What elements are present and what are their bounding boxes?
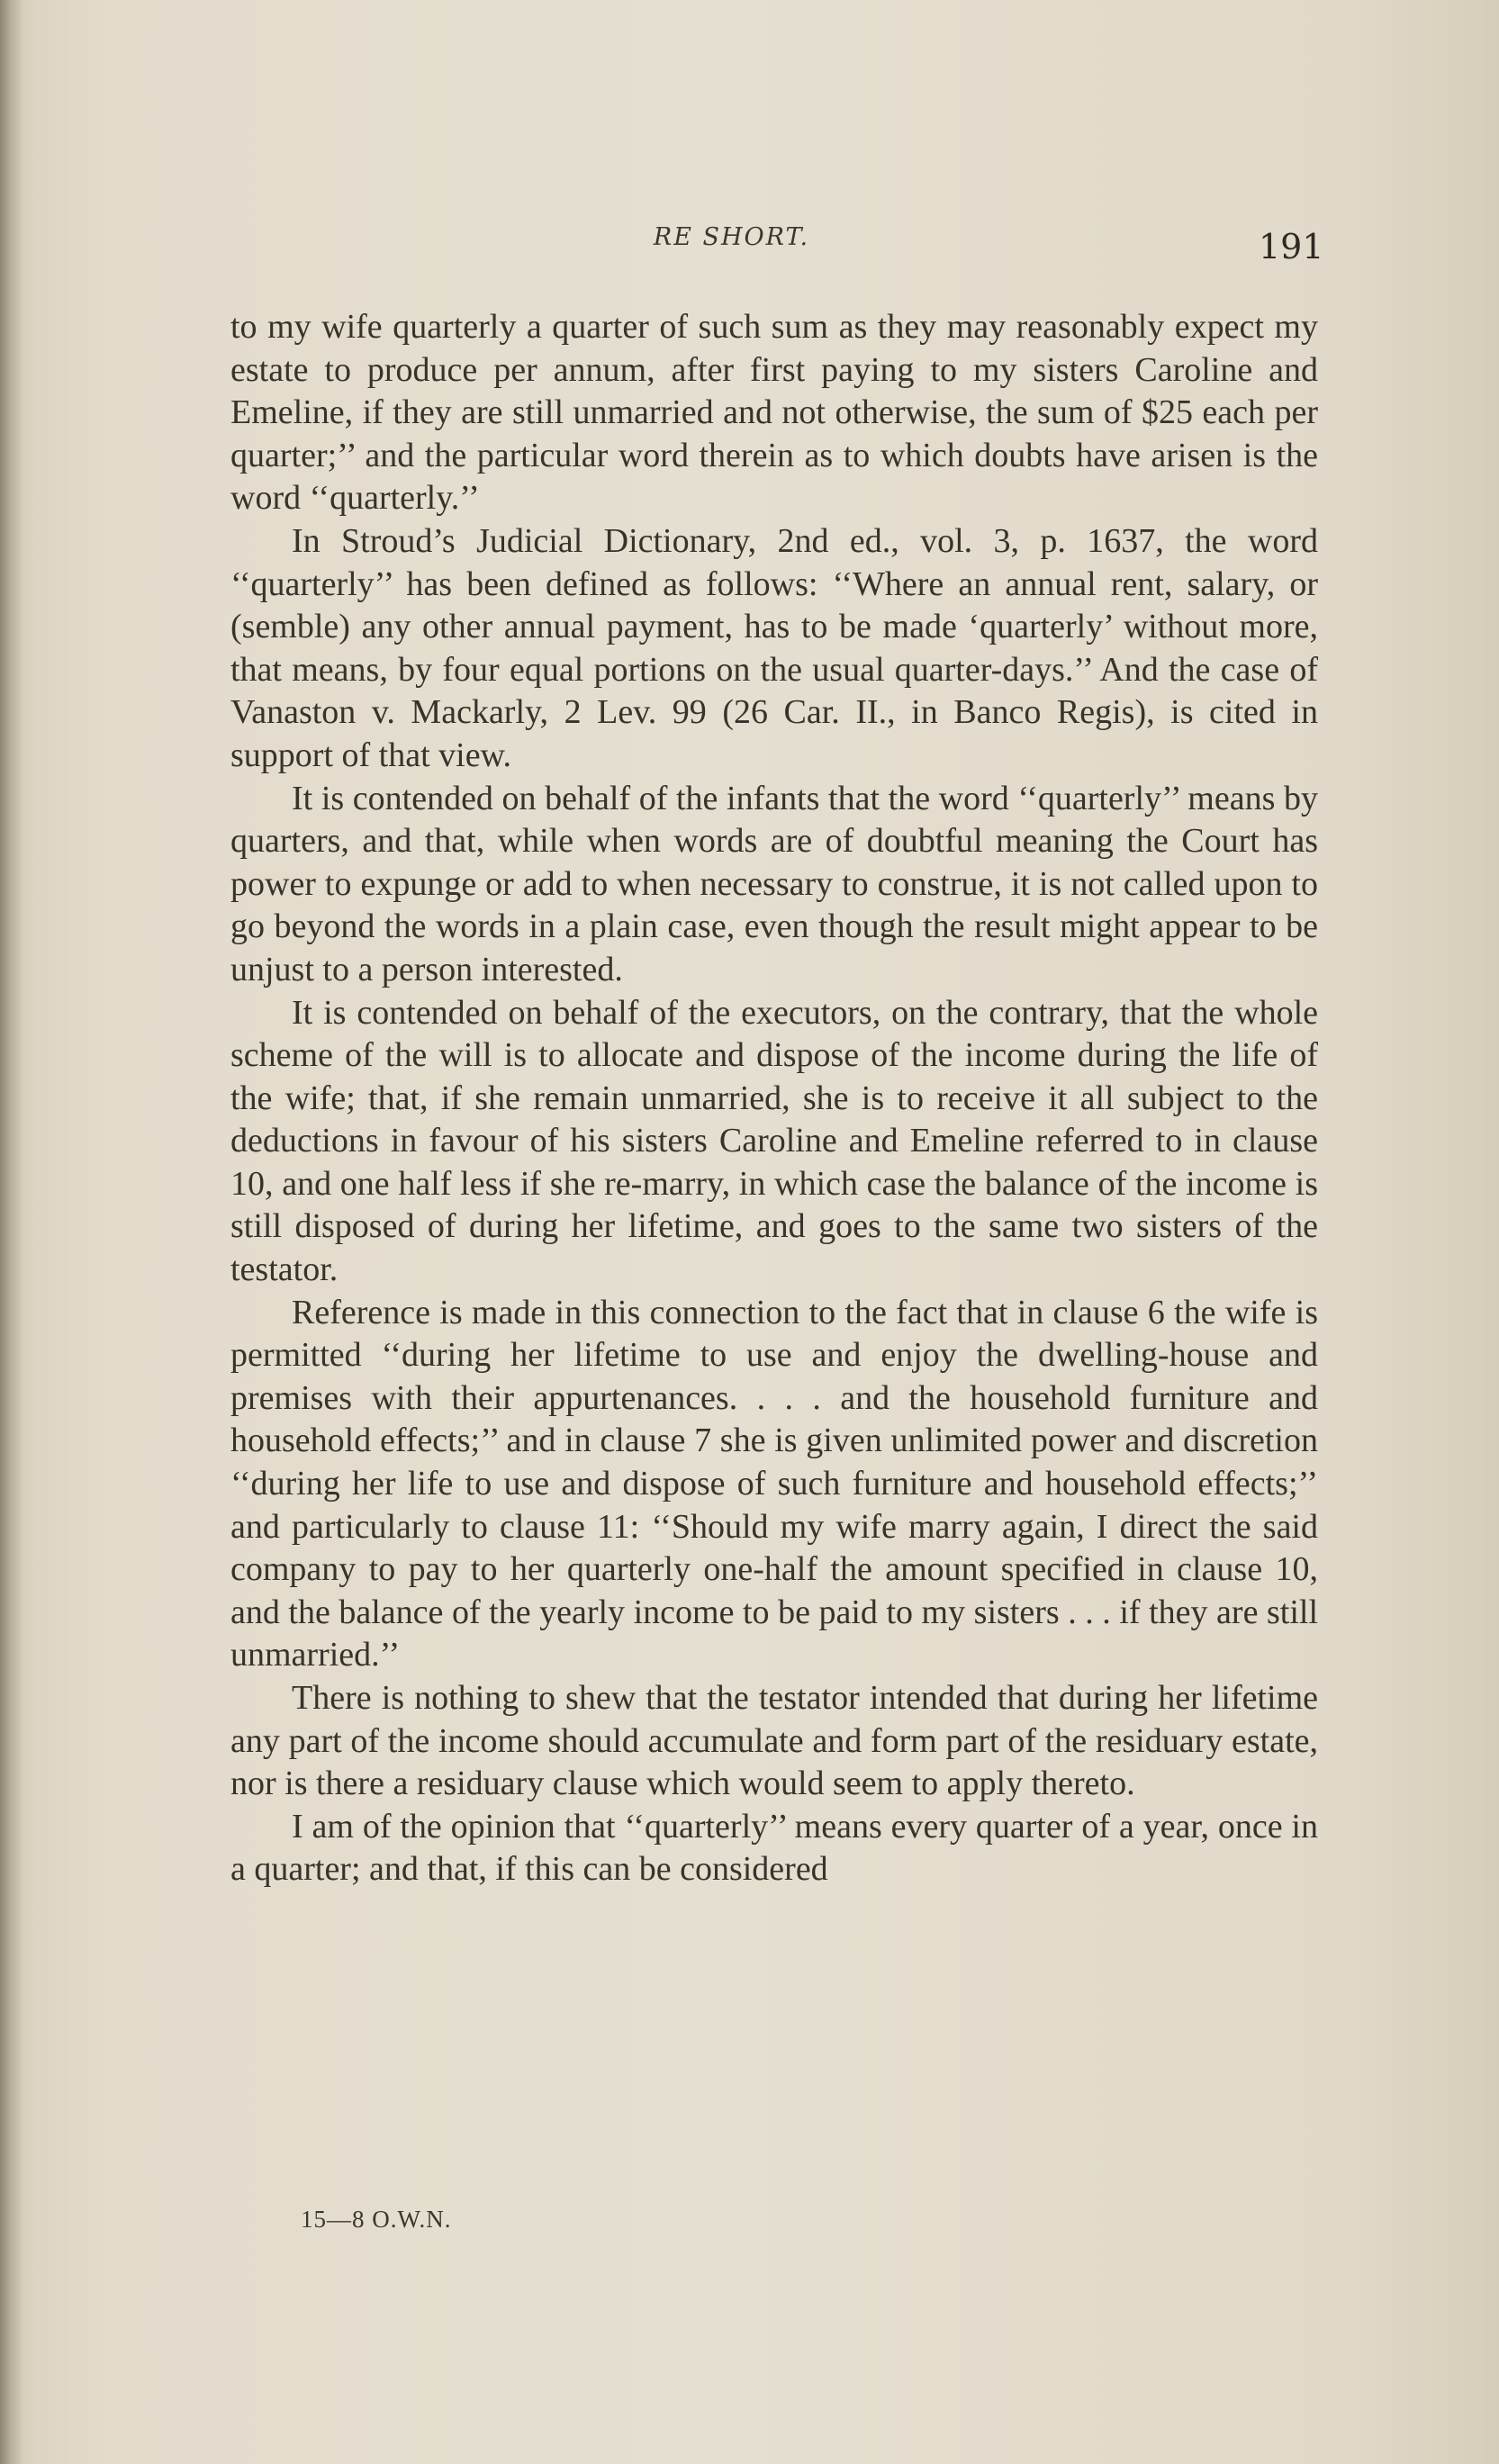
paragraph-clause-reference: Reference is made in this connection to the fact that in clause 6 the wife is permitted ‘‘during her lifetime to use and enjoy the dwelling-house and premises with their appurtenances. . . . and the household furniture and household effects;’’ and in clause 7 she is given unlimited power and discretion ‘‘during her life to use and dispose of such furniture and household effects;’’ and particularly to clause 11: ‘‘Should my wife marry again, I direct the said company to pay to her quarterly one-half the amount specified in clause 10, and the balance of the yearly income to be paid to my sisters . . . if they are still unmarried.’’ xyxy=(230,1293,1318,1674)
running-title: RE SHORT. xyxy=(653,223,810,251)
paragraph-continuation: to my wife quarterly a quarter of such sum as they may reasonably expect my estate to produce per annum, after first paying to my sisters Caroline and Emeline, if they are still unmarried and not otherwise, the sum of $25 each per quarter;’’ and the particular word therein as to which doubts have arisen is the word ‘‘quarterly.’’ xyxy=(230,308,1318,518)
paragraph-infants-contention: It is contended on behalf of the infants that the word ‘‘quarterly’’ means by quarters, and that, while when words are of doubtful meaning the Court has power to expunge or add to when necessary to construe, it is not called upon to go beyond the words in a plain case, even though the result might appear to be unjust to a person interested. xyxy=(230,779,1318,988)
paragraph-strouds-dictionary: In Stroud’s Judicial Dictionary, 2nd ed., vol. 3, p. 1637, the word ‘‘quarterly’’ has been defined as follows: ‘‘Where an annual rent, salary, or (semble) any other annual payment, has to be made ‘quarterly’ without more, that means, by four equal portions on the usual quarter-days.’’ And the case of Vanaston v. Mackarly, 2 Lev. 99 (26 Car. II., in Banco Regis), is cited in support of that view. xyxy=(230,521,1318,774)
paragraph-no-accumulation: There is nothing to shew that the testator intended that during her lifetime any part of the income should accumulate and form part of the residuary estate, nor is there a residuary clause which would seem to apply thereto. xyxy=(230,1679,1318,1803)
paragraph-opinion: I am of the opinion that ‘‘quarterly’’ means every quarter of a year, once in a quarter; and that, if this can be considered xyxy=(230,1807,1318,1889)
binding-gutter-shadow xyxy=(0,0,23,2464)
signature-mark: 15—8 O.W.N. xyxy=(301,2206,452,2233)
page-number: 191 xyxy=(1259,227,1324,266)
paragraph-executors-contention: It is contended on behalf of the executors, on the contrary, that the whole scheme of the will is to allocate and dispose of the income during the life of the wife; that, if she remain unmarried, she is to receive it all subject to the deductions in favour of his sisters Caroline and Emeline referred to in clause 10, and one half less if she re-marry, in which case the balance of the income is still disposed of during her lifetime, and goes to the same two sisters of the testator. xyxy=(230,993,1318,1289)
body-text xyxy=(230,306,1318,1891)
